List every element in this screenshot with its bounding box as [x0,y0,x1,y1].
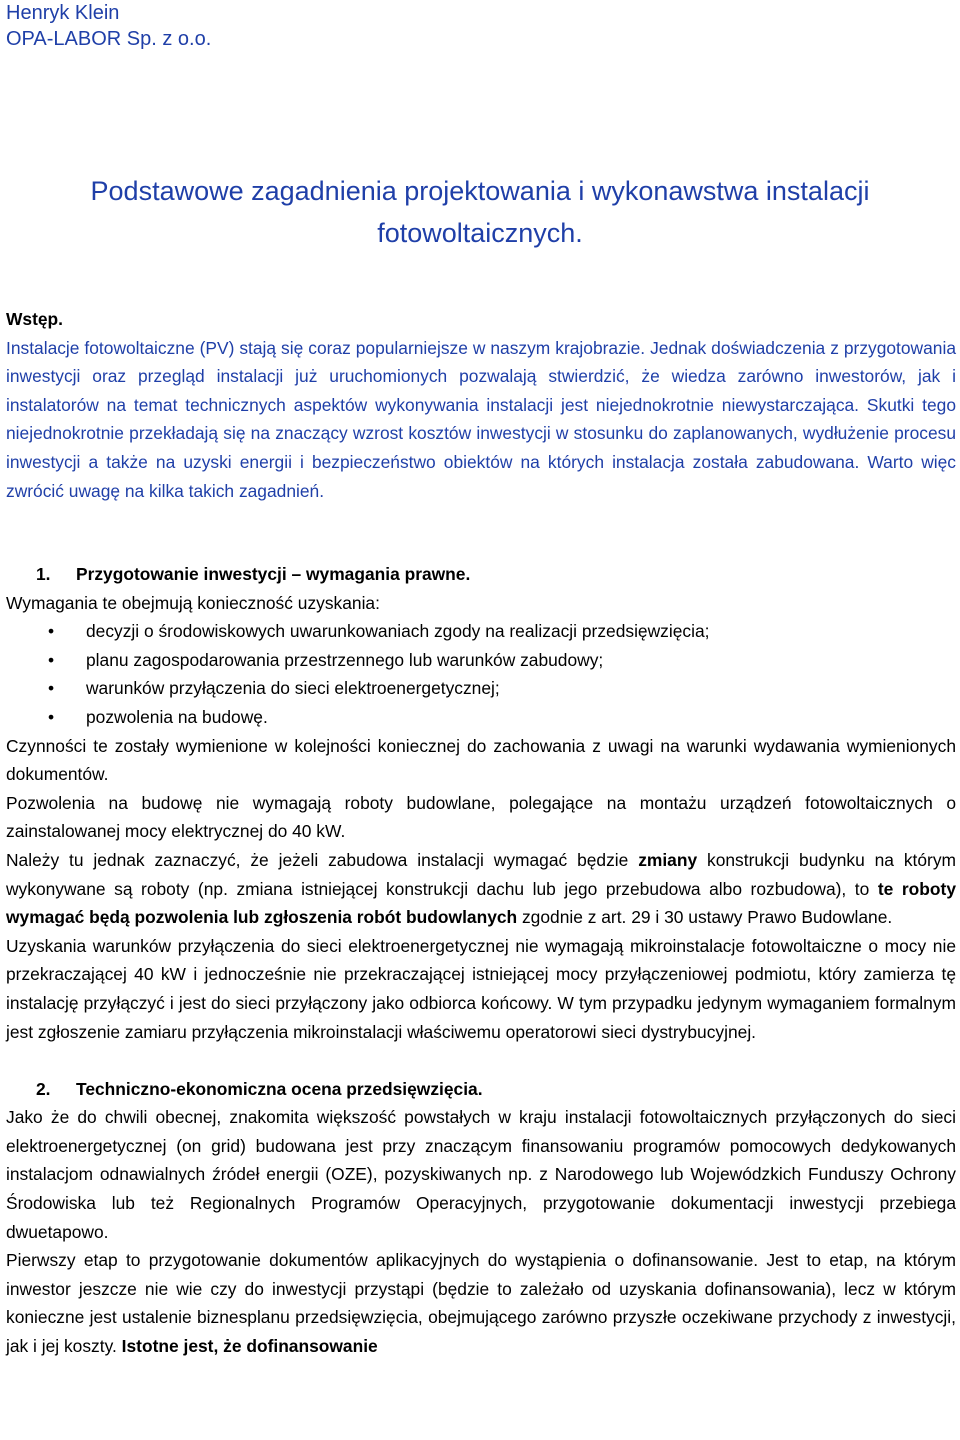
paragraph-text: Pierwszy etap to przygotowanie dokumentów aplikacyjnych do wystąpienia o dofinansowanie. Jest to etap, na którym inwestor jeszcze nie wie czy do inwestycji przystąpi (będzie to zależało od uzyskania dofinansowania), lecz w którym konieczne jest ustalenie biznesplanu przedsięwzięcia, obejmującego zarówno przyszłe oczekiwane przychody z inwestycji, jak i jej koszty. [6,1250,956,1357]
section-2-number: 2. [36,1078,51,1099]
spacer [6,1046,956,1075]
note-emphasis: te roboty wymagać będą pozwolenia lub zgłoszenia robót budowlanych [6,878,956,928]
note-text: Należy tu jednak zaznaczyć, że jeżeli zabudowa instalacji wymagać będzie [6,849,639,870]
list-item: • decyzji o środowiskowych uwarunkowaniach zgody na realizacji przedsięwzięcia; [6,617,956,646]
section-1-number: 1. [36,564,51,584]
section-2-heading [6,1075,956,1104]
section-2-paragraph-1: Jako że do chwili obecnej, znakomita większość powstałych w kraju instalacji fotowoltaicznych przyłączonych do sieci elektroenergetycznej (on grid) budowana jest przy znaczącym finansowaniu programów pomocowych dedykowanych instalacjom odnawialnych źródeł energii (OZE), pozyskiwanych np. z Narodowego lub Wojewódzkich Funduszy Ochrony Środowiska lub też Regionalnych Programów Operacyjnych, przygotowanie dokumentacji inwestycji przebiega dwuetapowo. [6,1107,956,1242]
section-2-paragraph-2 [6,1246,956,1360]
intro-heading: Wstęp. [6,309,64,329]
author-name: Henryk Klein [6,2,120,24]
note-paragraph [6,846,956,932]
list-item: • planu zagospodarowania przestrzennego lub warunków zabudowy; [6,646,956,675]
title-line-2: fotowoltaicznych. [377,218,583,248]
intro-section [6,305,956,505]
microinstallation-paragraph: Uzyskania warunków przyłączenia do sieci elektroenergetycznej nie wymagają mikroinstalacje fotowoltaiczne o mocy nie przekraczającej 40 kW i jednocześnie nie przekraczającej istniejącej mocy przyłączeniowej podmiotu, który zamierza tę instalację przyłączyć i jest do sieci przyłączony jako odbiorca końcowy. W tym przypadku jedynym wymaganiem formalnym jest zgłoszenie zamiaru przyłączenia mikroinstalacji właściwemu operatorowi sieci dystrybucyjnej. [6,935,956,1042]
main-content [6,560,956,1361]
company-name: OPA-LABOR Sp. z o.o. [6,28,212,50]
list-item: • warunków przyłączenia do sieci elektroenergetycznej; [6,674,956,703]
document-title [0,170,960,254]
note-text: zgodnie z art. 29 i 30 ustawy Prawo Budowlane. [517,907,893,928]
section-1-lead: Wymagania te obejmują konieczność uzyskania: [6,592,380,613]
requirements-list [6,617,956,731]
list-item: • pozwolenia na budowę. [6,703,956,732]
section-2-title: Techniczno-ekonomiczna ocena przedsięwzięcia. [76,1078,483,1099]
intro-paragraph: Instalacje fotowoltaiczne (PV) stają się coraz popularniejsze w naszym krajobrazie. Jednak doświadczenia z przygotowania inwestycji oraz przegląd instalacji już uruchomionych pozwalają stwierdzić, że wiedza zarówno inwestorów, jak i instalatorów na temat technicznych aspektów wykonywania instalacji jest niejednokrotnie niewystarczająca. Skutki tego niejednokrotnie przekładają się na znaczący wzrost kosztów inwestycji w stosunku do zaplanowanych, wydłużenie procesu inwestycji a także na uzyski energii i bezpieczeństwo obiektów na których instalacja została zabudowana. Warto więc zwrócić uwagę na kilka takich zagadnień. [6,337,956,501]
note-emphasis: zmiany [638,849,698,870]
author-block [6,0,211,52]
note-text: konstrukcji budynku na którym wykonywane są roboty (np. zmiana istniejącej konstrukcji dachu lub jego przebudowa albo rozbudowa), to [6,849,956,899]
section-1-heading [6,560,956,589]
order-paragraph: Czynności te zostały wymienione w kolejności koniecznej do zachowania z uwagi na warunki wydawania wymienionych dokumentów. [6,735,956,785]
paragraph-emphasis: Istotne jest, że dofinansowanie [121,1336,378,1357]
title-line-1: Podstawowe zagadnienia projektowania i wykonawstwa instalacji [90,176,870,206]
permit-paragraph: Pozwolenia na budowę nie wymagają roboty budowlane, polegające na montażu urządzeń fotowoltaicznych o zainstalowanej mocy elektrycznej do 40 kW. [6,792,956,842]
section-1-title: Przygotowanie inwestycji – wymagania prawne. [76,564,471,584]
